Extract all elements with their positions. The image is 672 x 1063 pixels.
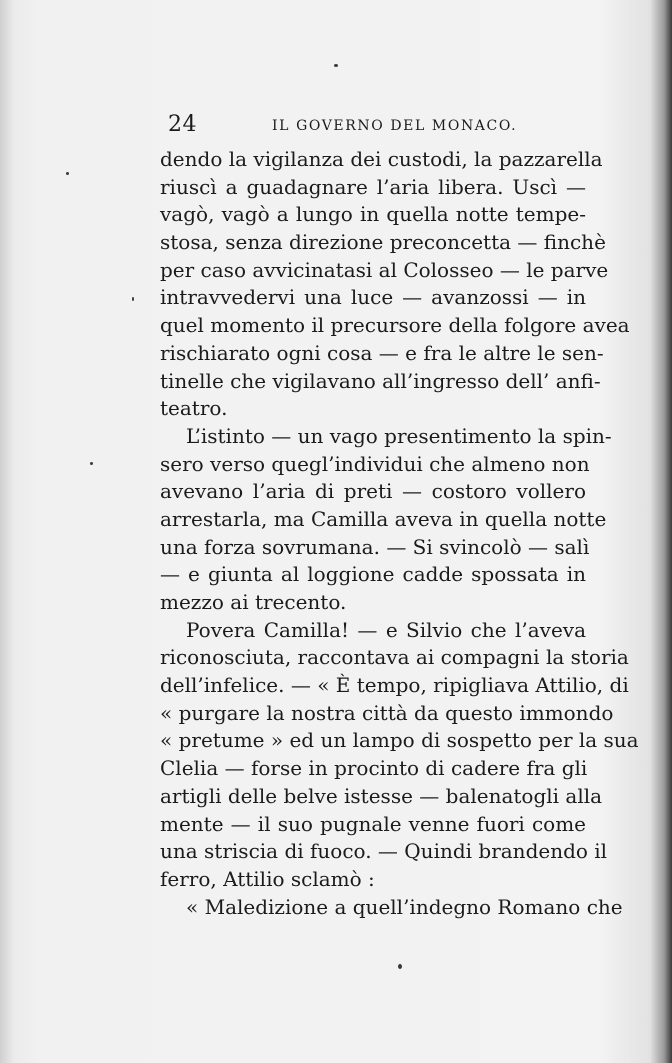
text-line: una forza sovrumana. — Si svincolò — salì — [160, 534, 590, 559]
text-line: riconosciuta, raccontava ai compagni la storia — [160, 645, 629, 670]
text-line: « purgare la nostra città da questo immondo — [160, 700, 614, 725]
text-line: Clelia — forse in procinto di cadere fra gli — [160, 756, 588, 781]
text-line: una striscia di fuoco. — Quindi brandendo il — [160, 839, 608, 864]
page-header — [168, 112, 588, 142]
text-line: quel momento il precursore della folgore avea — [160, 313, 630, 338]
text-line: per caso avvicinatasi al Colosseo — le parve — [160, 257, 609, 282]
text-line: rischiarato ogni cosa — e fra le altre le sen- — [160, 340, 604, 365]
text-line: stosa, senza direzione preconcetta — finchè — [160, 230, 606, 255]
text-line: mezzo ai trecento. — [160, 590, 347, 614]
text-line: L’istinto — un vago presentimento la spin- — [186, 423, 612, 448]
text-line: « pretume » ed un lampo di sospetto per la sua — [160, 728, 639, 753]
ink-speck — [90, 462, 93, 465]
text-line: sero verso quegl’individui che almeno non — [160, 451, 590, 476]
ink-speck — [132, 297, 134, 301]
text-line: arrestarla, ma Camilla aveva in quella notte — [160, 506, 607, 531]
text-line: tinelle che vigilavano all’ingresso dell’ anfi- — [160, 368, 601, 393]
text-line: « Maledizione a quell’indegno Romano che — [186, 894, 623, 919]
text-line: mente — il suo pugnale venne fuori come — [160, 811, 586, 836]
ink-speck — [398, 964, 402, 969]
text-line: dendo la vigilanza dei custodi, la pazzarella — [160, 147, 603, 171]
ink-speck — [334, 64, 338, 67]
text-line: artigli delle belve istesse — balenatogli alla — [160, 783, 603, 808]
page-number: 24 — [168, 112, 197, 137]
text-line: ferro, Attilio sclamò : — [160, 866, 375, 891]
running-head: IL GOVERNO DEL MONACO. — [272, 118, 518, 134]
text-line: teatro. — [160, 396, 228, 421]
text-line: Povera Camilla! — e Silvio che l’aveva — [186, 617, 586, 642]
text-line: dell’infelice. — « È tempo, ripigliava Attilio, di — [160, 673, 629, 698]
text-line: intravvedervi una luce — avanzossi — in — [160, 285, 586, 310]
text-line: — e giunta al loggione cadde spossata in — [160, 562, 586, 587]
text-line: avevano l’aria di preti — costoro vollero — [160, 479, 586, 504]
text-line: riuscì a guadagnare l’aria libera. Uscì — — [160, 174, 586, 199]
text-line: vagò, vagò a lungo in quella notte tempe- — [160, 202, 586, 227]
body-text — [160, 146, 639, 921]
ink-speck — [66, 172, 69, 175]
